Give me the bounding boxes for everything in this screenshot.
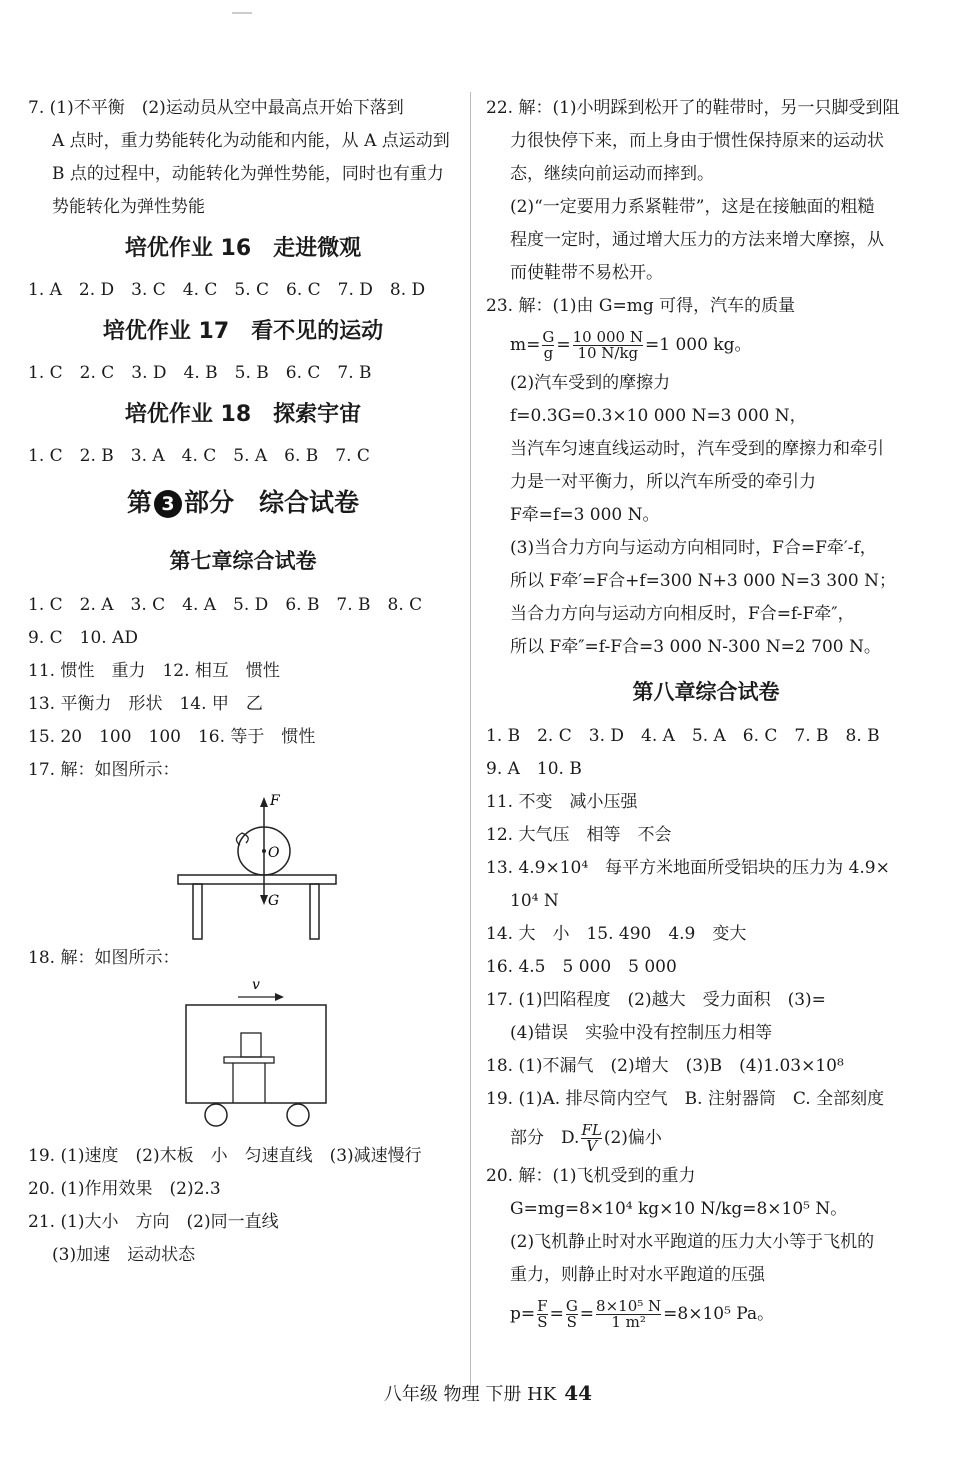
text-line: 23. 解：(1)由 G=mg 可得，汽车的质量 [486, 296, 796, 316]
section-title: 培优作业 17 看不见的运动 [102, 319, 384, 344]
arrow-head [260, 895, 268, 905]
text-line: 力很快停下来，而上身由于惯性保持原来的运动状 [510, 131, 884, 151]
answer-row: 17. 解：如图所示： [28, 760, 180, 780]
answer-row: 1. C 2. B 3. A 4. C 5. A 6. B 7. C [28, 446, 370, 466]
table-top [178, 875, 336, 884]
fraction [596, 1299, 661, 1330]
text-line: (2)汽车受到的摩擦力 [510, 373, 671, 393]
text-line: A 点时，重力势能转化为动能和内能，从 A 点运动到 [52, 131, 450, 151]
answer-row: 1. C 2. A 3. C 4. A 5. D 6. B 7. B 8. C [28, 595, 423, 615]
label-O: O [268, 845, 280, 861]
label-F: F [270, 793, 280, 809]
part-number-badge: 3 [154, 490, 182, 518]
denominator: g [543, 344, 554, 362]
text-line: f=0.3G=0.3×10 000 N=3 000 N， [510, 406, 807, 426]
fraction [581, 1123, 601, 1154]
chapter-title: 第七章综合试卷 [169, 549, 317, 573]
answer-row: 20. (1)作用效果 (2)2.3 [28, 1179, 221, 1199]
answer-row: (4)错误 实验中没有控制压力相等 [510, 1023, 773, 1043]
text-line: 势能转化为弹性势能 [52, 197, 205, 217]
eq-text: 部分 D. [510, 1128, 580, 1148]
text-line: 当合力方向与运动方向相反时，F合=f-F牵″， [510, 604, 855, 624]
text-line: (3)当合力方向与运动方向相同时，F合=F牵′-f， [510, 538, 877, 558]
answer-row: 10⁴ N [510, 891, 559, 911]
section-title: 培优作业 16 走进微观 [124, 236, 362, 261]
numerator: G [565, 1297, 578, 1315]
answer-row: 1. B 2. C 3. D 4. A 5. A 6. C 7. B 8. B [486, 726, 880, 746]
text-line: 重力，则静止时对水平跑道的压强 [510, 1265, 765, 1285]
answer-q22 [486, 92, 926, 290]
chapter-title: 第八章综合试卷 [632, 680, 780, 704]
table-leg [310, 884, 319, 939]
left-column [28, 92, 458, 1272]
force-diagram [28, 787, 458, 942]
column-divider [470, 92, 471, 1392]
answer-row: 19. (1)A. 排尽筒内空气 B. 注射器筒 C. 全部刻度 [486, 1089, 885, 1109]
footer-text: 八年级 物理 下册 HK [383, 1384, 557, 1405]
center-point [262, 849, 266, 853]
cart-body [186, 1005, 326, 1103]
answer-row: 17. (1)凹陷程度 (2)越大 受力面积 (3)= [486, 990, 826, 1010]
text-line: 态，继续向前运动而摔到。 [510, 164, 714, 184]
answer-row: 1. C 2. C 3. D 4. B 5. B 6. C 7. B [28, 363, 372, 383]
wheel [287, 1104, 309, 1126]
text-line: 程度一定时，通过增大压力的方法来增大摩擦，从 [510, 230, 884, 250]
cart-diagram [28, 975, 458, 1140]
answer-row: 14. 大 小 15. 490 4.9 变大 [486, 924, 747, 944]
eq-text: m= [510, 335, 541, 355]
numerator: FL [581, 1121, 602, 1139]
part-title [28, 473, 458, 533]
arrow-head [275, 993, 284, 1001]
arrow-head [260, 797, 268, 807]
answer-row: 9. C 10. AD [28, 628, 138, 648]
answer-row: 20. 解：(1)飞机受到的重力 [486, 1166, 696, 1186]
eq-text: (2)偏小 [603, 1128, 662, 1148]
answer-row: 11. 惯性 重力 12. 相互 惯性 [28, 661, 280, 681]
denominator: S [566, 1313, 577, 1331]
fraction [573, 330, 643, 361]
equation-mass [486, 323, 926, 367]
denominator: 10 N/kg [577, 344, 639, 362]
equation-pressure [486, 1292, 926, 1336]
fraction [566, 1299, 578, 1330]
answer-q19-cont [486, 1116, 926, 1160]
numerator: 8×10⁵ N [596, 1297, 662, 1315]
page-number: 44 [564, 1381, 593, 1405]
denominator: 1 m² [611, 1313, 646, 1331]
answer-row: 9. A 10. B [486, 759, 582, 779]
label-G: G [268, 893, 280, 909]
figure-q18 [28, 975, 458, 1140]
eq-text: = [556, 335, 571, 355]
text-line: B 点的过程中，动能转化为弹性势能，同时也有重力 [52, 164, 444, 184]
text-line: 当汽车匀速直线运动时，汽车受到的摩擦力和牵引 [510, 439, 884, 459]
answer-row: 13. 4.9×10⁴ 每平方米地面所受铝块的压力为 4.9× [486, 858, 890, 878]
part-title-suffix: 部分 综合试卷 [184, 488, 360, 517]
eq-text: = [579, 1304, 595, 1324]
numerator: 10 000 N [572, 328, 643, 346]
text-line: 7. (1)不平衡 (2)运动员从空中最高点开始下落到 [28, 98, 404, 118]
text-line: 所以 F牵″=f-F合=3 000 N-300 N=2 700 N。 [510, 637, 881, 657]
numerator: F [537, 1297, 548, 1315]
eq-text: = [549, 1304, 564, 1324]
leaf-shape [236, 833, 248, 845]
text-line: 22. 解：(1)小明踩到松开了的鞋带时，另一只脚受到阻 [486, 98, 900, 118]
answer-q7 [28, 92, 458, 224]
right-column [486, 92, 926, 1336]
answer-row: 15. 20 100 100 16. 等于 惯性 [28, 727, 316, 747]
answer-row: 13. 平衡力 形状 14. 甲 乙 [28, 694, 263, 714]
text-line: F牵=f=3 000 N。 [510, 505, 660, 525]
answer-row: 18. 解：如图所示： [28, 948, 180, 968]
text-line: (2)“一定要用力系紧鞋带”，这是在接触面的粗糙 [510, 197, 875, 217]
answer-row: 12. 大气压 相等 不会 [486, 825, 672, 845]
page-footer [0, 1380, 976, 1406]
eq-text: =8×10⁵ Pa。 [663, 1304, 775, 1324]
table-leg [193, 884, 202, 939]
text-line: G=mg=8×10⁴ kg×10 N/kg=8×10⁵ N。 [510, 1199, 848, 1219]
section-title: 培优作业 18 探索宇宙 [124, 402, 362, 427]
wheel [205, 1104, 227, 1126]
small-table-top [224, 1057, 274, 1063]
denominator: V [586, 1137, 598, 1155]
part-title-prefix: 第 [126, 488, 152, 517]
eq-text: p= [510, 1304, 536, 1324]
fraction [542, 330, 554, 361]
answer-row: 1. A 2. D 3. C 4. C 5. C 6. C 7. D 8. D [28, 280, 426, 300]
answer-row: 18. (1)不漏气 (2)增大 (3)B (4)1.03×10⁸ [486, 1056, 844, 1076]
text-line: 所以 F牵′=F合+f=300 N+3 000 N=3 300 N； [510, 571, 896, 591]
cup [241, 1033, 261, 1057]
eq-text: =1 000 kg。 [645, 335, 752, 355]
denominator: S [537, 1313, 548, 1331]
text-line: (2)飞机静止时对水平跑道的压力大小等于飞机的 [510, 1232, 875, 1252]
text-line: 而使鞋带不易松开。 [510, 263, 663, 283]
answer-row: 21. (1)大小 方向 (2)同一直线 [28, 1212, 279, 1232]
answer-row: 11. 不变 减小压强 [486, 792, 638, 812]
answer-row: 19. (1)速度 (2)木板 小 匀速直线 (3)减速慢行 [28, 1146, 422, 1166]
answer-row: (3)加速 运动状态 [52, 1245, 196, 1265]
answer-row: 16. 4.5 5 000 5 000 [486, 957, 677, 977]
fraction [537, 1299, 547, 1330]
label-v: v [252, 977, 260, 993]
numerator: G [542, 328, 555, 346]
figure-q17 [28, 787, 458, 942]
top-mark [232, 12, 252, 14]
text-line: 力是一对平衡力，所以汽车所受的牵引力 [510, 472, 816, 492]
